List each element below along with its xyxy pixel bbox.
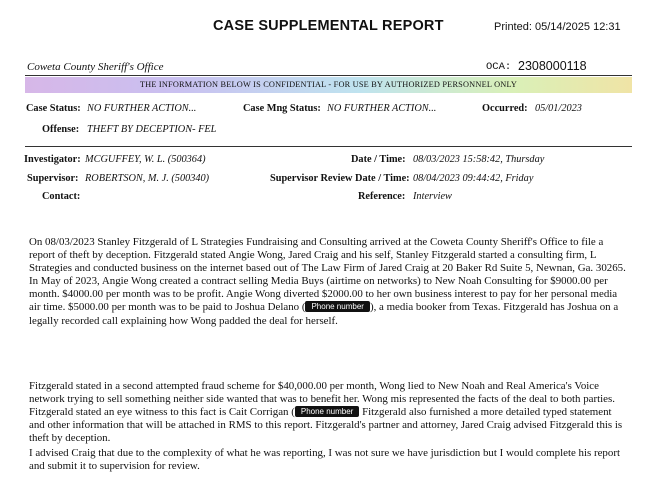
case-status-value: NO FURTHER ACTION... [87,103,197,114]
confidential-banner: THE INFORMATION BELOW IS CONFIDENTIAL - FOR USE BY AUTHORIZED PERSONNEL ONLY [25,77,632,93]
divider [25,146,632,147]
supervisor-value: ROBERTSON, M. J. (500340) [85,173,210,184]
supervisor-label: Supervisor: [27,173,79,184]
oca-number: 2308000118 [518,59,587,73]
report-title: CASE SUPPLEMENTAL REPORT [213,18,444,34]
case-mng-status-value: NO FURTHER ACTION... [327,103,437,114]
case-mng-status-label: Case Mng Status: [243,103,321,114]
investigator-value: MCGUFFEY, W. L. (500364) [85,154,206,165]
printed-timestamp: Printed: 05/14/2025 12:31 [494,21,621,33]
reference-label: Reference: [358,191,406,202]
datetime-value: 08/03/2023 15:58:42, Thursday [413,154,545,165]
narrative-paragraph-1: On 08/03/2023 Stanley Fitzgerald of L Strategies Fundraising and Consulting arrived at the Coweta County Sheriff's Office to file a report of theft by deception. Fitzgerald stated Angie Wong, Jared Craig and his self, Stanley Fitzgerald started a consulting firm, L Strategies and conducted business on the internet based out of The Law Firm of Jared Craig at 20 Baker Rd Suite 5, Newnan, Ga. 30265. In May of 2023, Angie Wong created a contract selling Media Buys (airtime on networks) to New Noah Consulting for $9000.00 per month. $4000.00 per month was to be profit. Angie Wong diverted $2000.00 to her own business interest to pay for her personal media air time. $5000.00 per month was to be paid to Joshua Delano ( Phone number ), a media booker from Texas. Fitzgerald has Joshua on a legally recorded call explaining how Wong padded the deal for herself. [29,236,626,327]
investigator-label: Investigator: [24,154,81,165]
agency-name: Coweta County Sheriff's Office [27,61,164,73]
case-status-label: Case Status: [26,103,81,114]
oca-label: OCA: [486,61,512,73]
supervisor-review-value: 08/04/2023 09:44:42, Friday [413,173,534,184]
redaction-label: Phone number [295,406,359,417]
datetime-label: Date / Time: [351,154,406,165]
offense-value: THEFT BY DECEPTION- FEL [87,124,217,135]
occurred-value: 05/01/2023 [535,103,582,114]
divider [25,75,632,76]
narrative-paragraph-3: I advised Craig that due to the complexity of what he was reporting, I was not sure we have jurisdiction but I would complete his report and submit it to supervision for review. [29,447,620,473]
narrative-paragraph-2: Fitzgerald stated in a second attempted fraud scheme for $40,000.00 per month, Wong lied to New Noah and Real America's Voice network trying to sell something neither side wanted that was to benefit her. Wong mis represented the facts of the deal to both parties. Fitzgerald stated an eye witness to this fact is Cait Corrigan ( Phone number Fitzgerald also furnished a more detailed typed statement and other information that will be attached in RMS to this report. Fitzgerald's partner and attorney, Jared Craig advised Fitzgerald this is theft by deception. [29,380,623,445]
contact-label: Contact: [42,191,81,202]
redaction-label: Phone number [305,301,369,312]
supervisor-review-label: Supervisor Review Date / Time: [270,173,410,184]
offense-label: Offense: [42,124,80,135]
occurred-label: Occurred: [482,103,528,114]
reference-value: Interview [413,191,452,202]
